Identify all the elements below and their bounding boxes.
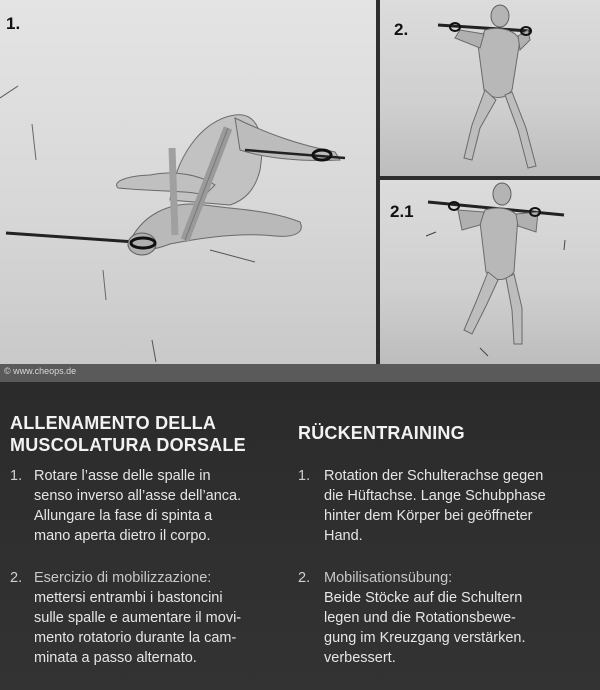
walking-figure-illustration [380,0,600,176]
item-text: Rotation der Schulterachse gegen die Hüftachse. Lange Schubphase hinter dem Körper bei geöffneter Hand. [324,468,546,544]
lying-figure-illustration [0,0,376,364]
item-text: mettersi entrambi i bastoncini sulle spalle e aumentare il movi- mento rotatorio durante la cam- minata a passo alternato. [34,590,242,666]
credit-text: © www.cheops.de [4,366,77,376]
item-lead: Esercizio di mobilizzazione: [34,570,212,586]
illustration-panel-2-1 [380,180,600,364]
item-number: 1. [298,468,311,484]
list-item [10,568,290,668]
italian-column [10,412,290,690]
list-item [10,466,290,546]
german-column [298,422,594,690]
item-lead: Mobilisationsübung: [324,570,453,586]
italian-heading: ALLENAMENTO DELLA MUSCOLATURA DORSALE [10,413,246,455]
item-text: Rotare l’asse delle spalle in senso inverso all’asse dell’anca. Allungare la fase di spinta a mano aperta dietro il corpo. [34,468,242,544]
text-section [0,382,600,690]
item-number: 2. [10,570,23,586]
credit-strip [0,364,600,382]
item-text: Beide Stöcke auf die Schultern legen und die Rotationsbewe- gung im Kreuzgang verstärken. verbessert. [324,590,526,666]
panel-number-1: 1. [6,14,21,33]
illustration-panel-1 [0,0,376,364]
illustration-panel-2 [380,0,600,176]
list-item [298,466,594,546]
german-heading: RÜCKENTRAINING [298,423,465,443]
item-number: 1. [10,468,23,484]
panel-number-2-1: 2.1 [390,202,414,221]
item-number: 2. [298,570,311,586]
panel-number-2: 2. [394,20,409,39]
item-text-wrapper [34,568,290,668]
list-item [298,568,594,668]
item-text-wrapper [324,568,594,668]
